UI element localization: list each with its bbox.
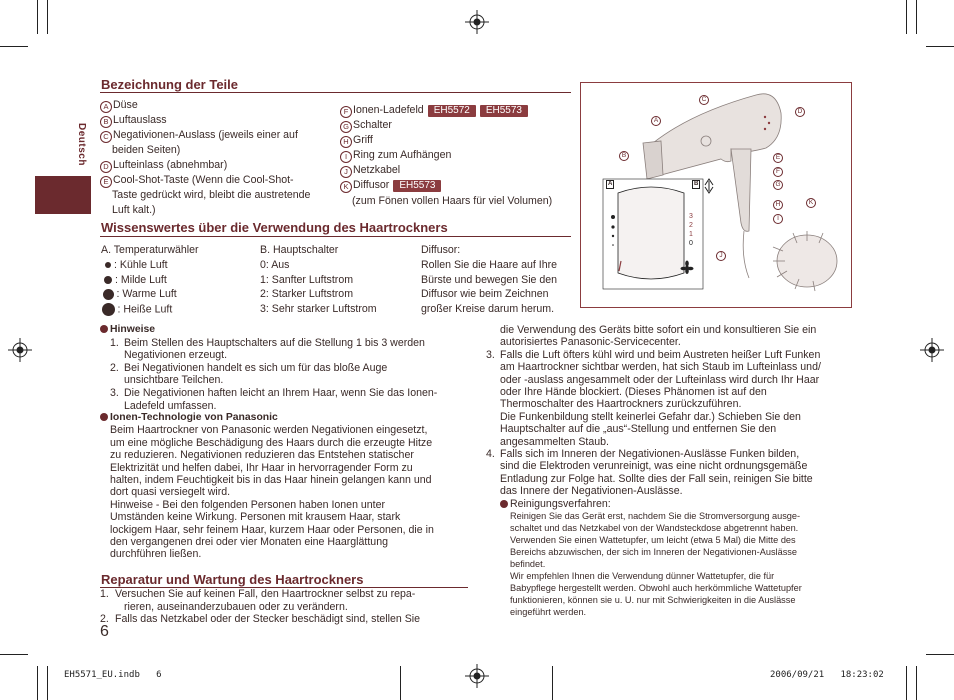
usage-line: [260, 274, 353, 287]
repair-text: Versuchen Sie auf keinen Fall, den Haartrockner selbst zu repa-: [115, 588, 416, 600]
right-item-text: sind die Elektroden verunreinigt, was eine nicht ordnungsgemäße: [500, 460, 808, 473]
crop-mark: [47, 666, 48, 700]
part-letter-icon: E: [100, 176, 112, 188]
page-number: 6: [100, 623, 109, 640]
usage-text: B. Hauptschalter: [260, 244, 339, 256]
part-item-text: Luft kalt.): [112, 204, 156, 216]
part-letter-icon: C: [100, 131, 112, 143]
registration-mark-icon: [465, 664, 489, 688]
right-item-text: oder Ihre Hände blockiert. (Dieses Phänomen ist auf den: [500, 386, 767, 398]
usage-text: 1: Sanfter Luftstrom: [260, 273, 354, 286]
crop-mark: [0, 654, 28, 655]
crop-mark: [552, 666, 553, 700]
usage-text: Bürste und bewegen Sie den: [421, 273, 558, 286]
model-badge: EH5573: [480, 105, 528, 117]
bullet-icon: [100, 413, 108, 421]
ion-tech-title-text: Ionen-Technologie von Panasonic: [110, 412, 278, 423]
usage-line: [421, 274, 557, 287]
part-item-line: [340, 134, 373, 148]
heat-level-icon: [105, 262, 111, 268]
usage-text: : Kühle Luft: [114, 258, 168, 271]
crop-mark: [916, 0, 917, 34]
cleaning-line: funktionieren, können sie u. U. nur mit Schwierigkeiten in die Auslässe: [510, 595, 796, 605]
usage-text: : Warme Luft: [116, 288, 177, 301]
part-item-line: [340, 164, 400, 178]
cleaning-line: eingeführt werden.: [510, 607, 587, 617]
part-item-text: Ionen-Ladefeld: [353, 104, 424, 116]
part-item-line: [100, 174, 294, 188]
ion-tech-title: [100, 412, 278, 425]
crop-mark: [400, 666, 401, 700]
usage-line: [260, 288, 353, 301]
usage-line: [260, 259, 289, 272]
part-letter-icon: D: [100, 161, 112, 173]
right-item-text: Hauptschalter auf die „aus“-Stellung und entfernen Sie den: [500, 423, 777, 436]
switch-number: 2: [689, 222, 693, 229]
cleaning-line: Reinigen Sie das Gerät erst, nachdem Sie die Stromversorgung ausge-: [510, 511, 801, 521]
figure-label-icon: G: [773, 180, 783, 190]
section-rule: [100, 92, 571, 93]
part-item-text: Diffusor: [353, 179, 390, 191]
registration-mark-icon: [920, 338, 944, 362]
right-col-line: die Verwendung des Geräts bitte sofort ein und konsultieren Sie ein: [500, 324, 817, 336]
section-title-usage: Wissenswertes über die Verwendung des Haartrockners: [101, 220, 448, 235]
hint-number: 3.: [110, 387, 119, 399]
repair-text: rieren, auseinanderzubauen oder zu verändern.: [124, 600, 348, 613]
crop-mark: [906, 666, 907, 700]
part-letter-icon: B: [100, 116, 112, 128]
ion-tech-line: dort quasi versiegelt wird.: [110, 486, 231, 499]
usage-text: 0: Aus: [260, 258, 290, 271]
usage-line: [421, 288, 549, 301]
ion-tech-line: Elektrizität und helfen dabei, Ihr Haar in hervorragender Form zu: [110, 461, 413, 474]
part-item-text: Schalter: [353, 119, 392, 131]
ion-tech-line: zu reduzieren. Negativionen reduzieren das Entstehen statischer: [110, 449, 414, 462]
right-item-text: oder -auslass angesammelt oder der Lufteinlass wird durch Ihr Haar: [500, 373, 820, 386]
part-item-text: Lufteinlass (abnehmbar): [113, 159, 228, 171]
registration-mark-icon: [465, 10, 489, 34]
crop-mark: [916, 666, 917, 700]
part-item-line: [340, 149, 451, 163]
right-item-text: Thermoschalter des Haartrockners zurückzuführen.: [500, 398, 742, 411]
crop-mark: [37, 666, 38, 700]
cleaning-line: schaltet und das Netzkabel von der Wandsteckdose abgetrennt haben.: [510, 523, 799, 533]
bullet-icon: [100, 325, 108, 333]
part-item-text: Taste gedrückt wird, bleibt die austretende: [112, 189, 311, 201]
part-item-line: [340, 119, 392, 133]
right-item-text: Die Funkenbildung stellt keinerlei Gefahr dar.) Schieben Sie den: [500, 410, 801, 423]
right-item-text: das Innere der Negativionen-Auslässe.: [500, 485, 683, 498]
ion-tech-line: Umständen keine Wirkung. Personen mit krausem Haar, stark: [110, 511, 401, 524]
hint-text: Beim Stellen des Hauptschalters auf die Stellung 1 bis 3 werden: [124, 336, 425, 349]
usage-text: großer Kreise darum herum.: [421, 303, 555, 316]
usage-text: Rollen Sie die Haare auf Ihre: [421, 258, 558, 271]
hint-text: unsichtbare Teilchen.: [124, 374, 224, 387]
cleaning-line: Babypflege hergestellt werden. Obwohl auch herkömmliche Wattetupfer: [510, 583, 802, 593]
hairdryer-illustration: [581, 83, 851, 307]
figure-label-icon: A: [651, 116, 661, 126]
diffusor-note: (zum Fönen vollen Haars für viel Volumen): [352, 195, 553, 207]
crop-mark: [0, 46, 28, 47]
model-badge: EH5572: [428, 105, 476, 117]
part-item-line: [112, 189, 310, 202]
part-letter-icon: J: [340, 166, 352, 178]
crop-mark: [37, 0, 38, 34]
repair-number: 1.: [100, 588, 109, 600]
usage-line: [101, 274, 167, 287]
right-item-text: Entladung zur Folge hat. Sollte dies der Fall sein, reinigen Sie bitte: [500, 472, 813, 485]
usage-text: 3: Sehr starker Luftstrom: [260, 303, 377, 316]
switch-number: 0: [689, 240, 693, 247]
part-letter-icon: G: [340, 121, 352, 133]
bullet-icon: [500, 500, 508, 508]
crop-mark: [926, 654, 954, 655]
ion-tech-line: halten, indem Feuchtigkeit bis in das Haar hinein gelangen kann und: [110, 474, 432, 486]
hints-title-text: Hinweise: [110, 324, 156, 335]
footer-file: EH5571_EU.indb 6: [64, 670, 162, 680]
part-letter-icon: F: [340, 106, 352, 118]
part-item-text: Netzkabel: [353, 164, 401, 176]
language-label: Deutsch: [76, 123, 87, 166]
usage-line: [260, 303, 377, 316]
usage-line: [101, 288, 177, 301]
part-item-line: [112, 204, 156, 217]
ion-tech-line: Beim Haartrockner von Panasonic werden Negativionen eingesetzt,: [110, 424, 428, 437]
figure-label-icon: C: [699, 95, 709, 105]
ion-tech-line: Hinweise - Bei den folgenden Personen haben Ionen unter: [110, 498, 386, 511]
cleaning-line: Wir empfehlen Ihnen die Verwendung dünner Wattetupfer, die für: [510, 571, 775, 581]
part-letter-icon: A: [100, 101, 112, 113]
usage-text: 2: Starker Luftstrom: [260, 288, 354, 301]
usage-text: Diffusor wie beim Zeichnen: [421, 288, 549, 301]
usage-line: [101, 244, 199, 257]
part-item-text: beiden Seiten): [112, 144, 181, 156]
hints-title: [100, 324, 155, 337]
figure-panel-label: A: [608, 181, 613, 187]
heat-level-icon: [103, 289, 114, 300]
right-item-number: 4.: [486, 448, 495, 460]
hint-text: Bei Negativionen handelt es sich um für das bloße Auge: [124, 361, 388, 374]
part-item-text: Griff: [353, 134, 373, 146]
crop-mark: [47, 0, 48, 34]
part-item-line: [340, 104, 528, 118]
ion-tech-line: lockigem Haar, sehr feinem Haar, kurzem Haar oder Personen, die in: [110, 523, 434, 536]
ion-tech-line: um eine mögliche Beschädigung des Haars durch die erzeugte Hitze: [110, 436, 433, 449]
crop-mark: [906, 0, 907, 34]
right-item-text: Falls sich im Inneren der Negativionen-Auslässe Funken bilden,: [500, 448, 800, 460]
figure-label-icon: K: [806, 198, 816, 208]
registration-mark-icon: [8, 338, 32, 362]
figure-label-icon: B: [619, 151, 629, 161]
usage-line: [101, 259, 168, 272]
cleaning-line: Verwenden Sie einen Wattetupfer, um leicht (etwa 5 Mal) die Mitte des: [510, 535, 796, 545]
part-item-line: [100, 129, 298, 143]
right-col-line: autorisiertes Panasonic-Servicecenter.: [500, 336, 681, 349]
part-item-line: [100, 99, 138, 113]
figure-panel-label: B: [694, 181, 699, 187]
cleaning-title: [500, 498, 611, 511]
language-tab: [35, 176, 91, 214]
figure-label-icon: F: [773, 167, 783, 177]
figure-label-icon: I: [773, 214, 783, 224]
part-item-text: Negativionen-Auslass (jeweils einer auf: [113, 129, 298, 141]
usage-text: : Heiße Luft: [117, 303, 173, 316]
repair-text: Falls das Netzkabel oder der Stecker beschädigt sind, stellen Sie: [115, 613, 421, 626]
figure-label-icon: H: [773, 200, 783, 210]
hint-text: Negativionen erzeugt.: [124, 349, 228, 362]
section-rule: [100, 236, 571, 237]
figure-label-icon: D: [795, 107, 805, 117]
usage-line: [421, 259, 557, 272]
footer-timestamp: 2006/09/21 18:23:02: [770, 670, 884, 680]
part-letter-icon: H: [340, 136, 352, 148]
part-item-line: [100, 114, 167, 128]
cleaning-title-text: Reinigungsverfahren:: [510, 497, 611, 510]
usage-line: [101, 303, 172, 316]
hint-text: Ladefeld umfassen.: [124, 399, 217, 412]
usage-text: : Milde Luft: [115, 273, 167, 286]
cleaning-line: Bereichs abzuwischen, der sich im Inneren der Negativionen-Auslässe: [510, 547, 798, 557]
heat-level-icon: [102, 303, 115, 316]
part-letter-icon: I: [340, 151, 352, 163]
usage-text: A. Temperaturwähler: [101, 244, 199, 256]
model-badge: EH5573: [393, 180, 441, 192]
switch-number: 3: [689, 213, 693, 220]
part-item-line: [340, 179, 441, 193]
hint-number: 1.: [110, 336, 119, 349]
hairdryer-figure: [580, 82, 852, 308]
crop-mark: [926, 46, 954, 47]
part-item-line: [112, 144, 180, 157]
section-title-parts: Bezeichnung der Teile: [101, 77, 239, 92]
hint-text: Die Negativionen haften leicht an Ihrem Haar, wenn Sie das Ionen-: [124, 387, 438, 399]
right-item-text: Falls die Luft öfters kühl wird und beim Austreten heißer Luft Funken: [500, 348, 821, 361]
heat-level-icon: [104, 276, 112, 284]
ion-tech-line: den vergangenen drei oder vier Monaten eine Haarglättung: [110, 536, 388, 548]
switch-number: 1: [689, 231, 693, 238]
hint-number: 2.: [110, 361, 119, 374]
figure-label-icon: J: [716, 251, 726, 261]
right-item-number: 3.: [486, 348, 495, 361]
part-letter-icon: K: [340, 181, 352, 193]
right-item-text: angesammelten Staub.: [500, 435, 609, 448]
usage-line: [421, 303, 554, 316]
repair-number: 2.: [100, 613, 109, 626]
part-item-text: Cool-Shot-Taste (Wenn die Cool-Shot-: [113, 174, 294, 186]
part-item-text: Ring zum Aufhängen: [353, 149, 452, 161]
usage-line: [421, 244, 460, 257]
right-item-text: am Haartrockner sichtbar werden, hat sich Staub im Lufteinlass und/: [500, 361, 821, 374]
usage-text: Diffusor:: [421, 244, 461, 256]
section-title-repair: Reparatur und Wartung des Haartrockners: [101, 572, 364, 587]
ion-tech-line: durchführen ließen.: [110, 548, 202, 561]
usage-line: [260, 244, 338, 257]
part-item-text: Luftauslass: [113, 114, 167, 126]
part-item-text: Düse: [113, 99, 138, 111]
figure-label-icon: E: [773, 153, 783, 163]
part-item-line: [100, 159, 227, 173]
cleaning-line: befindet.: [510, 559, 546, 569]
